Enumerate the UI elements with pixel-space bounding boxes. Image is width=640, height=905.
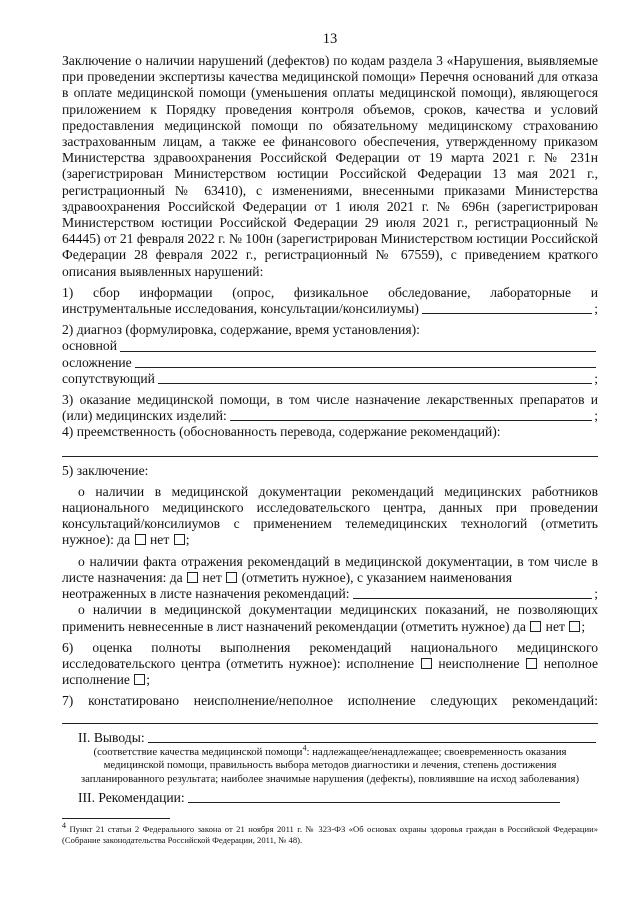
item2-heading (62, 322, 598, 338)
item3-line1: 3) оказание медицинской помощи, в том числе назначение лекарственных препаратов и (62, 392, 598, 408)
item6-paragraph: 6) оценка полноты выполнения рекомендаций национального медицинского исследовательского центра (отметить нужное): исполнение неисполнение неполное исполнение ; (62, 639, 598, 688)
item4-heading (62, 424, 598, 440)
conclusion-para-c: о наличии в медицинской документации медицинских показаний, не позволяющих применить невнесенные в лист назначений рекомендации (отметить нужное) да нет ; (62, 602, 598, 634)
diag-compl-field[interactable] (135, 366, 596, 368)
label-c-no: нет (545, 618, 565, 634)
checkbox-b-yes[interactable] (187, 572, 198, 583)
item5-heading (62, 463, 598, 479)
conclusion-para-b (62, 554, 598, 586)
conclusion-b-text: о наличии факта отражения рекомендаций в медицинской документации, в том числе в листе назначения: да (62, 553, 598, 585)
item2-text: 2) диагноз (формулировка, содержание, время установления): (62, 322, 420, 338)
item4-text: 4) преемственность (обоснованность перевода, содержание рекомендаций): (62, 424, 501, 440)
diag-main-field[interactable] (120, 350, 596, 352)
footnote-divider (62, 818, 170, 819)
item1-line2: инструментальные исследования, консультации/консилиумы) ; (62, 301, 598, 317)
item7-field[interactable] (62, 722, 598, 724)
item3-text: (или) медицинских изделий: (62, 408, 227, 424)
conclusions-note-sup: 4 (302, 743, 307, 753)
footnote-mark: 4 (62, 821, 66, 831)
item1-field[interactable] (422, 312, 592, 314)
item1-line1: 1) сбор информации (опрос, физикальное обследование, лабораторные и (62, 284, 598, 300)
conclusions-note-rest: : надлежащее/ненадлежащее; своевременность оказания медицинской помощи, правильность выбора методов диагностики и лечения, степень достижения запланированного результата; наиболее значимые нарушения (дефекты), повлиявшие на исход заболевания) (80, 745, 580, 785)
conclusion-b-text-3: неотраженных в листе назначения рекомендаций: (62, 586, 350, 602)
recommendations-row (62, 790, 598, 806)
conclusions-row (62, 730, 598, 746)
conclusions-note (62, 743, 598, 787)
checkbox-exec[interactable] (421, 658, 432, 669)
document-page (62, 30, 598, 806)
diag-accomp-row: сопутствующий ; (62, 370, 598, 386)
diag-accomp-label: сопутствующий (62, 370, 155, 386)
recommendations-field[interactable] (188, 801, 560, 803)
conclusions-field[interactable] (148, 741, 596, 743)
label-a-no: нет (150, 532, 170, 548)
item3-line2: (или) медицинских изделий: ; (62, 408, 598, 424)
intro-paragraph: Заключение о наличии нарушений (дефектов) по кодам раздела 3 «Нарушения, выявляемые при проведении экспертизы качества медицинской помощи» Перечня оснований для отказа в оплате медицинской помощи (уменьшения оплаты медицинской помощи), являющегося приложением к Порядку проведения контроля объемов, сроков, качества и условий предоставления медицинской помощи по обязательному медицинскому страхованию застрахованным лицам, а также ее финансового обеспечения, утвержденному приказом Министерства здравоохранения Российской Федерации от 19 марта 2021 г. № 231н (зарегистрирован Министерством юстиции Российской Федерации 13 мая 2021 г., регистрационный № 63410), с изменениями, внесенными приказами Министерства здравоохранения Российской Федерации от 1 июля 2021 г. № 696н (зарегистрирован Министерством юстиции Российской Федерации 29 июля 2021 г., регистрационный № 64445) от 21 февраля 2022 г. № 100н (зарегистрирован Министерством юстиции Российской Федерации 28 февраля 2022 г., регистрационный № 67559), с приведением краткого описания выявленных нарушений: (62, 53, 598, 279)
footnote-text: Пункт 21 статьи 2 Федерального закона от 21 ноября 2011 г. № 323-ФЗ «Об основах охраны здоровья граждан в Российской Федерации» (Собрание законодательства Российской Федерации, 2011, № 48). (62, 824, 599, 845)
checkbox-nonexec[interactable] (526, 658, 537, 669)
conclusion-a-text: о наличии в медицинской документации рекомендаций медицинских работников национального медицинского исследовательского центра, данных при проведении консультаций/консилиумов с применением телемедицинских технологий (отметить нужное): да (62, 483, 598, 548)
label-b-no: нет (202, 569, 222, 585)
footnote (62, 821, 599, 846)
page-number: 13 (322, 31, 338, 47)
conclusion-para-a: о наличии в медицинской документации рекомендаций медицинских работников национального медицинского исследовательского центра, данных при проведении консультаций/консилиумов с применением телемедицинских технологий (отметить нужное): да нет ; (62, 483, 598, 548)
conclusions-label: II. Выводы: (78, 729, 145, 745)
label-incomplete: неполное (543, 655, 598, 671)
item7-text: 7) констатировано неисполнение/неполное исполнение следующих рекомендаций: (62, 693, 598, 709)
checkbox-incomplete[interactable] (134, 674, 145, 685)
label-nonexec: неисполнение (438, 655, 520, 671)
diag-compl-label: осложнение (62, 354, 132, 370)
conclusion-c-text: о наличии в медицинской документации медицинских показаний, не позволяющих применить невнесенные в лист назначений рекомендации (отметить нужное) (62, 602, 598, 634)
unreflected-recommendations-field[interactable] (353, 597, 593, 599)
checkbox-c-yes[interactable] (530, 621, 541, 632)
checkbox-a-yes[interactable] (135, 534, 146, 545)
diag-accomp-field[interactable] (158, 382, 592, 384)
item1-text: инструментальные исследования, консультации/консилиумы) (62, 301, 419, 317)
label-c-yes: да (512, 618, 526, 634)
item3-field[interactable] (230, 419, 592, 421)
checkbox-a-no[interactable] (174, 534, 185, 545)
recommendations-label: III. Рекомендации: (78, 789, 185, 805)
diag-compl-row (62, 355, 598, 371)
label-incomplete-exec: исполнение (62, 672, 130, 688)
checkbox-b-no[interactable] (226, 572, 237, 583)
diag-main-label: основной (62, 338, 118, 354)
item6-text: 6) оценка полноты выполнения рекомендаций национального медицинского исследовательского центра (отметить нужное): исполнение (62, 639, 598, 671)
conclusion-b-text-2: (отметить нужное), с указанием наименования (241, 569, 512, 585)
checkbox-c-no[interactable] (569, 621, 580, 632)
item5-text: 5) заключение: (62, 462, 149, 478)
conclusions-note-text: (соответствие качества медицинской помощи (93, 745, 303, 758)
diag-main-row (62, 338, 598, 354)
conclusion-b-line: неотраженных в листе назначения рекомендаций: ; (62, 586, 598, 602)
item4-field[interactable] (62, 455, 598, 457)
